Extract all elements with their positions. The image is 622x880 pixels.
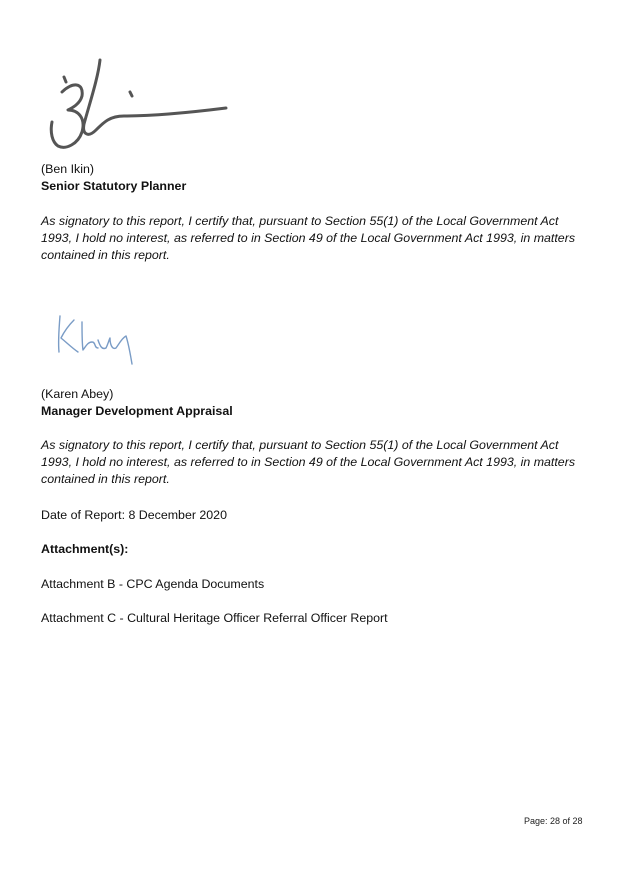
attachments-heading: Attachment(s): (41, 542, 129, 556)
attachment-item: Attachment C - Cultural Heritage Officer Referral Officer Report (41, 611, 388, 625)
signature-karen-abey (52, 312, 142, 368)
page-number: Page: 28 of 28 (524, 816, 583, 826)
attachment-item: Attachment B - CPC Agenda Documents (41, 577, 265, 591)
declaration-text: As signatory to this report, I certify that, pursuant to Section 55(1) of the Local Government Act 1993, I hold no interest, as referred to in Section 49 of the Local Government Act 1993, in matters contained in this report. (41, 438, 576, 486)
signatory-title: Manager Development Appraisal (41, 404, 233, 418)
signature-ben-ikin (44, 52, 234, 157)
signatory-title: Senior Statutory Planner (41, 179, 187, 193)
declaration-text: As signatory to this report, I certify that, pursuant to Section 55(1) of the Local Government Act 1993, I hold no interest, as referred to in Section 49 of the Local Government Act 1993, in matters contained in this report. (41, 214, 576, 262)
signatory-name: (Karen Abey) (41, 387, 114, 401)
report-date: Date of Report: 8 December 2020 (41, 508, 227, 522)
signatory-name: (Ben Ikin) (41, 162, 95, 176)
